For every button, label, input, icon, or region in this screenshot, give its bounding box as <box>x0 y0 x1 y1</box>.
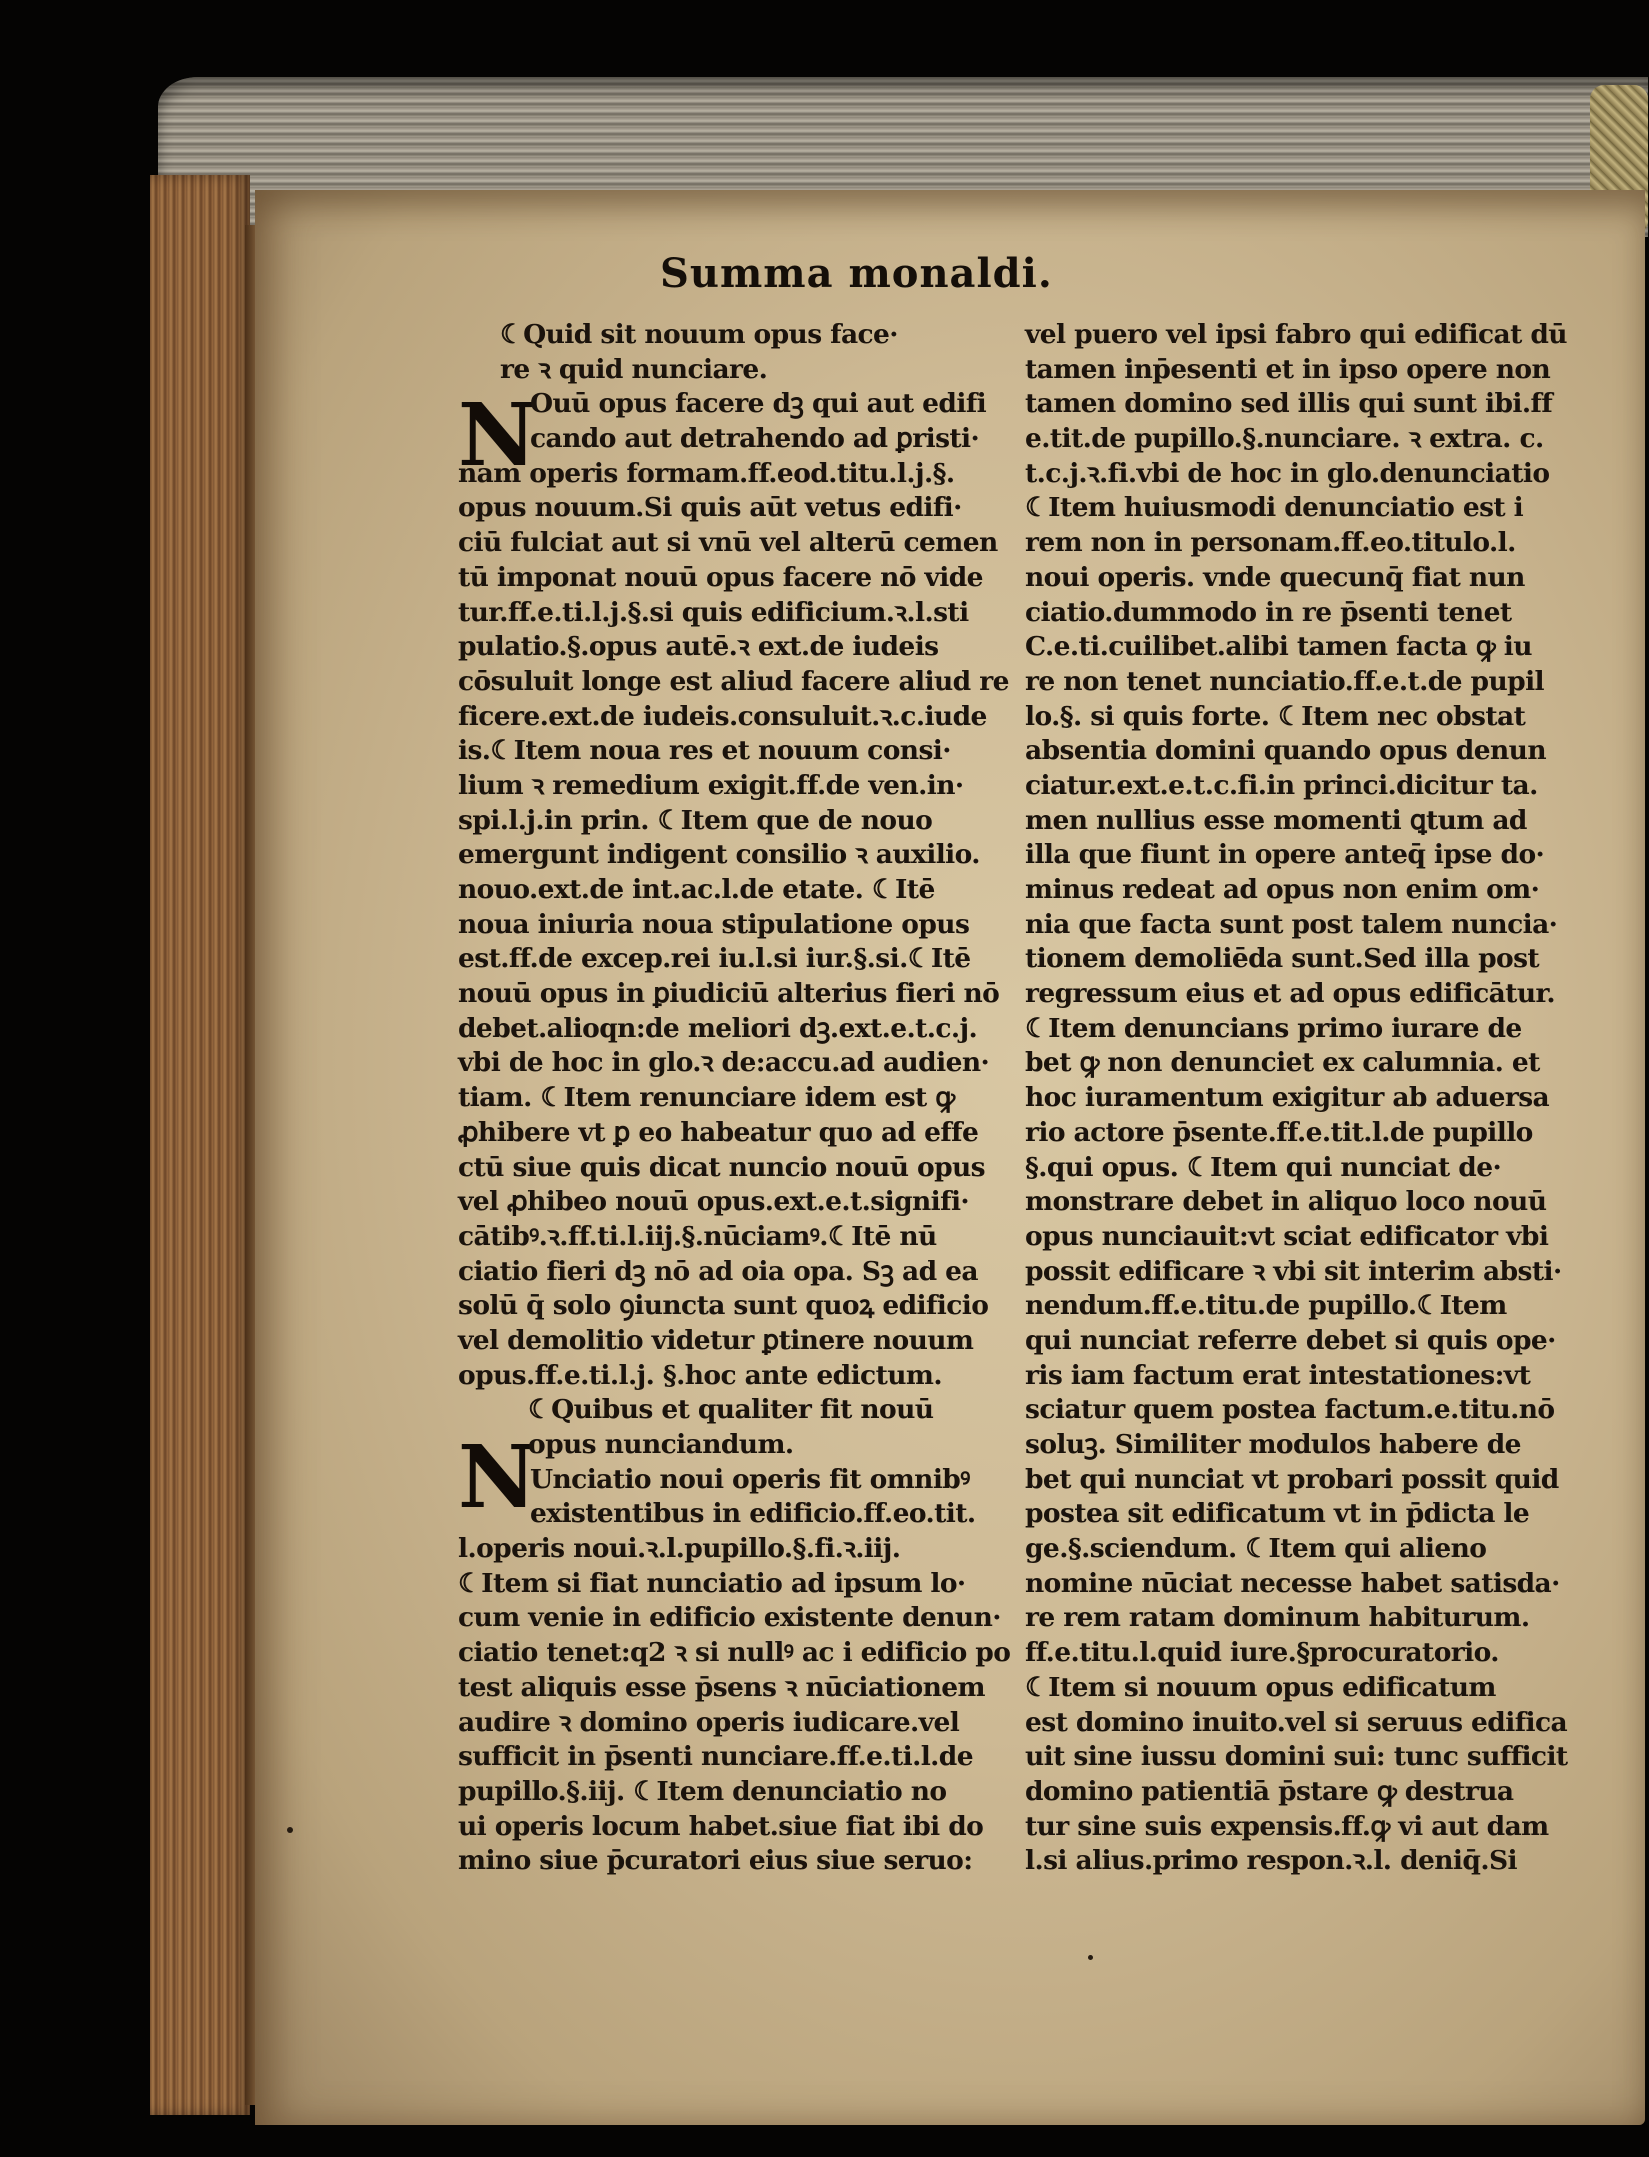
text-line: C.e.ti.cuilibet.alibi tamen facta ꝙ iu <box>1025 631 1532 663</box>
text-line: pulatio.§.opus autē.ꝛ ext.de iudeis <box>458 631 939 663</box>
text-line: ciū fulciat aut si vnū vel alterū cemen <box>458 527 998 559</box>
text-line: existentibus in edificio.ff.eo.tit. <box>530 1498 976 1530</box>
text-line: nomine nūciat necesse habet satisda· <box>1025 1567 1560 1599</box>
text-line: rem non in personam.ff.eo.titulo.l. <box>1025 527 1516 559</box>
text-line: vbi de hoc in glo.ꝛ de:accu.ad audien· <box>458 1047 990 1079</box>
text-line: opus.ff.e.ti.l.j. §.hoc ante edictum. <box>458 1359 942 1391</box>
text-line: Ouū opus facere dꝫ qui aut edifi <box>530 388 987 420</box>
text-line: mino siue p̄curatori eius siue seruo: <box>458 1845 973 1877</box>
text-line: nendum.ff.e.titu.de pupillo.☾Item <box>1025 1290 1507 1322</box>
text-line: bet ꝙ non denunciet ex calumnia. et <box>1025 1047 1540 1079</box>
text-line: Unciatio noui operis fit omnibꝰ <box>530 1463 970 1495</box>
drop-cap-initial: N <box>458 385 537 486</box>
margin-mark <box>287 1827 293 1833</box>
text-line: vel demolitio videtur ꝑtinere nouum <box>458 1324 974 1356</box>
text-line: emergunt indigent consilio ꝛ auxilio. <box>458 839 980 871</box>
text-line: ficere.ext.de iudeis.consuluit.ꝛ.c.iude <box>458 700 987 732</box>
text-line: ☾Item si fiat nunciatio ad ipsum lo· <box>458 1567 966 1599</box>
text-line: tamen domino sed illis qui sunt ibi.ff <box>1025 388 1553 420</box>
running-head: Summa monaldi. <box>660 250 1053 297</box>
text-line: ꝓhibere vt ꝑ eo habeatur quo ad effe <box>458 1116 979 1148</box>
text-line: ge.§.sciendum. ☾Item qui alieno <box>1025 1533 1487 1565</box>
text-line: ciatio fieri dꝫ nō ad oia opa. Sꝫ ad ea <box>458 1255 978 1287</box>
text-line: ff.e.titu.l.quid iure.§procuratorio. <box>1025 1637 1499 1669</box>
text-line: ris iam factum erat intestationes:vt <box>1025 1359 1531 1391</box>
text-line: ui operis locum habet.siue fiat ibi do <box>458 1810 984 1842</box>
text-line: tur.ff.e.ti.l.j.§.si quis edificium.ꝛ.l.sti <box>458 596 969 628</box>
text-line: uit sine iussu domini sui: tunc sufficit <box>1025 1741 1568 1773</box>
text-line: ☾Item denuncians primo iurare de <box>1025 1012 1522 1044</box>
text-line: opus nunciauit:vt sciat edificator vbi <box>1025 1220 1549 1252</box>
text-line: l.operis noui.ꝛ.l.pupillo.§.fi.ꝛ.iij. <box>458 1533 901 1565</box>
text-line: nouū opus in ꝑiudiciū alterius fieri nō <box>458 978 1000 1010</box>
text-line: qui nunciat referre debet si quis ope· <box>1025 1324 1556 1356</box>
text-line: cando aut detrahendo ad ꝑristi· <box>530 423 980 455</box>
text-line: spi.l.j.in prin. ☾Item que de nouo <box>458 804 933 836</box>
text-line: domino patientiā p̄stare ꝙ destrua <box>1025 1775 1514 1807</box>
text-line: t.c.j.ꝛ.fi.vbi de hoc in glo.denunciatio <box>1025 457 1550 489</box>
text-line: ciatio.dummodo in re p̄senti tenet <box>1025 596 1512 628</box>
text-line: ☾Item si nouum opus edificatum <box>1025 1671 1496 1703</box>
text-line: opus nouum.Si quis aūt vetus edifi· <box>458 492 962 524</box>
text-line: re ꝛ quid nunciare. <box>500 353 768 385</box>
text-line: nouo.ext.de int.ac.l.de etate. ☾Itē <box>458 874 935 905</box>
text-line: tamen inp̄esenti et in ipso opere non <box>1025 353 1551 385</box>
text-line: §.qui opus. ☾Item qui nunciat de· <box>1025 1151 1502 1183</box>
text-line: ciatur.ext.e.t.c.fi.in princi.dicitur ta. <box>1025 769 1538 801</box>
text-line: lium ꝛ remedium exigit.ff.de ven.in· <box>458 769 964 801</box>
text-line: est domino inuito.vel si seruus edifica <box>1025 1706 1568 1738</box>
text-line: nam operis formam.ff.eod.titu.l.j.§. <box>458 457 955 489</box>
text-line: ☾Quid sit nouum opus face· <box>500 319 898 350</box>
text-line: vel ꝓhibeo nouū opus.ext.e.t.signifi· <box>458 1186 970 1218</box>
text-line: possit edificare ꝛ vbi sit interim absti· <box>1025 1255 1562 1287</box>
text-line: regressum eius et ad opus edificātur. <box>1025 978 1556 1010</box>
text-line: bet qui nunciat vt probari possit quid <box>1025 1463 1559 1495</box>
text-line: ctū siue quis dicat nuncio nouū opus <box>458 1151 985 1183</box>
text-line: is.☾Item noua res et nouum consi· <box>458 735 951 767</box>
text-line: ☾Quibus et qualiter fit nouū <box>528 1394 934 1426</box>
text-line: cōsuluit longe est aliud facere aliud re <box>458 665 1009 697</box>
text-column-left <box>458 318 1013 1879</box>
text-line: rio actore p̄sente.ff.e.tit.l.de pupillo <box>1025 1116 1533 1148</box>
text-line: hoc iuramentum exigitur ab aduersa <box>1025 1082 1550 1114</box>
text-line: re rem ratam dominum habiturum. <box>1025 1602 1530 1634</box>
text-line: opus nunciandum. <box>528 1429 794 1460</box>
text-line: sciatur quem postea factum.e.titu.nō <box>1025 1394 1555 1426</box>
text-line: tionem demoliēda sunt.Sed illa post <box>1025 943 1540 975</box>
text-line: pupillo.§.iij. ☾Item denunciatio no <box>458 1775 947 1807</box>
text-line: l.si alius.primo respon.ꝛ.l. deniq̄.Si <box>1025 1845 1517 1877</box>
text-line: debet.alioqn:de meliori dꝫ.ext.e.t.c.j. <box>458 1012 978 1044</box>
text-line: test aliquis esse p̄sens ꝛ nūciationem <box>458 1671 985 1703</box>
text-line: audire ꝛ domino operis iudicare.vel <box>458 1706 960 1738</box>
text-line: vel puero vel ipsi fabro qui edificat dū <box>1025 319 1567 350</box>
text-line: noua iniuria noua stipulatione opus <box>458 908 970 940</box>
text-line: cum venie in edificio existente denun· <box>458 1602 1001 1634</box>
drop-cap-initial: N <box>458 1427 537 1528</box>
text-line: est.ff.de excep.rei iu.l.si iur.§.si.☾Itē <box>458 943 971 975</box>
text-line: sufficit in p̄senti nunciare.ff.e.ti.l.de <box>458 1741 973 1773</box>
text-line: absentia domini quando opus denun <box>1025 735 1546 767</box>
text-line: lo.§. si quis forte. ☾Item nec obstat <box>1025 700 1526 732</box>
text-line: men nullius esse momenti ꝗtum ad <box>1025 804 1527 836</box>
text-line: tiam. ☾Item renunciare idem est ꝙ <box>458 1082 955 1114</box>
fore-edge <box>150 175 250 2115</box>
text-line: cātibꝰ.ꝛ.ff.ti.l.iij.§.nūciamꝰ.☾Itē nū <box>458 1220 937 1252</box>
text-line: noui operis. vnde quecunq̄ fiat nun <box>1025 561 1525 593</box>
text-line: soluꝫ. Similiter modulos habere de <box>1025 1429 1521 1460</box>
text-line: ☾Item huiusmodi denunciatio est i <box>1025 492 1524 524</box>
margin-mark <box>1088 1955 1093 1960</box>
text-line: postea sit edificatum vt in p̄dicta le <box>1025 1498 1530 1530</box>
text-line: nia que facta sunt post talem nuncia· <box>1025 908 1558 940</box>
text-line: re non tenet nunciatio.ff.e.t.de pupil <box>1025 665 1545 697</box>
text-line: monstrare debet in aliquo loco nouū <box>1025 1186 1547 1218</box>
text-line: tur sine suis expensis.ff.ꝙ vi aut dam <box>1025 1810 1549 1842</box>
text-column-right <box>1025 318 1580 1879</box>
text-line: illa que fiunt in opere anteq̄ ipse do· <box>1025 839 1545 871</box>
text-line: e.tit.de pupillo.§.nunciare. ꝛ extra. c. <box>1025 423 1544 455</box>
text-line: solū q̄ solo ꝯiuncta sunt quoꝝ edificio <box>458 1290 989 1322</box>
text-line: tū imponat nouū opus facere nō vide <box>458 561 983 593</box>
text-line: minus redeat ad opus non enim om· <box>1025 874 1540 905</box>
text-line: ciatio tenet:q2 ꝛ si nullꝰ ac i edificio po <box>458 1637 1011 1669</box>
